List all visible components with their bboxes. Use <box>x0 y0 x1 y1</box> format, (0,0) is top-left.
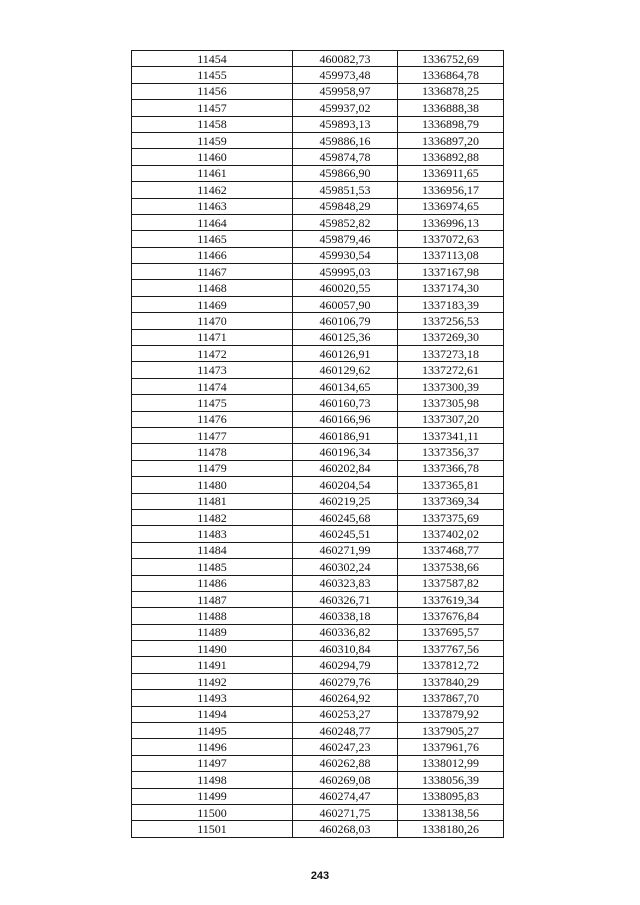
point-number-cell: 11488 <box>132 608 293 624</box>
y-coordinate-cell: 1337113,08 <box>398 247 504 263</box>
x-coordinate-cell: 460326,71 <box>293 591 398 607</box>
table-row <box>132 395 504 411</box>
point-number-cell: 11467 <box>132 264 293 280</box>
table-row <box>132 51 504 67</box>
table-row <box>132 198 504 214</box>
table-row <box>132 444 504 460</box>
x-coordinate-cell: 460020,55 <box>293 280 398 296</box>
point-number-cell: 11458 <box>132 116 293 132</box>
x-coordinate-cell: 460248,77 <box>293 723 398 739</box>
x-coordinate-cell: 459851,53 <box>293 182 398 198</box>
y-coordinate-cell: 1336878,25 <box>398 83 504 99</box>
point-number-cell: 11484 <box>132 542 293 558</box>
table-row <box>132 329 504 345</box>
y-coordinate-cell: 1336898,79 <box>398 116 504 132</box>
y-coordinate-cell: 1337402,02 <box>398 526 504 542</box>
x-coordinate-cell: 460253,27 <box>293 706 398 722</box>
x-coordinate-cell: 460271,99 <box>293 542 398 558</box>
y-coordinate-cell: 1338180,26 <box>398 821 504 837</box>
x-coordinate-cell: 460160,73 <box>293 395 398 411</box>
table-row <box>132 264 504 280</box>
y-coordinate-cell: 1337341,11 <box>398 427 504 443</box>
y-coordinate-cell: 1336892,88 <box>398 149 504 165</box>
table-row <box>132 755 504 771</box>
table-row <box>132 296 504 312</box>
y-coordinate-cell: 1337538,66 <box>398 559 504 575</box>
x-coordinate-cell: 460057,90 <box>293 296 398 312</box>
x-coordinate-cell: 460196,34 <box>293 444 398 460</box>
table-row <box>132 706 504 722</box>
table-row <box>132 804 504 820</box>
table-row <box>132 624 504 640</box>
table-row <box>132 231 504 247</box>
point-number-cell: 11462 <box>132 182 293 198</box>
x-coordinate-cell: 460336,82 <box>293 624 398 640</box>
point-number-cell: 11498 <box>132 772 293 788</box>
x-coordinate-cell: 459973,48 <box>293 67 398 83</box>
y-coordinate-cell: 1337300,39 <box>398 378 504 394</box>
table-row <box>132 460 504 476</box>
y-coordinate-cell: 1337369,34 <box>398 493 504 509</box>
table-row <box>132 83 504 99</box>
point-number-cell: 11482 <box>132 509 293 525</box>
y-coordinate-cell: 1337256,53 <box>398 313 504 329</box>
x-coordinate-cell: 460279,76 <box>293 673 398 689</box>
x-coordinate-cell: 460166,96 <box>293 411 398 427</box>
y-coordinate-cell: 1336996,13 <box>398 214 504 230</box>
table-row <box>132 132 504 148</box>
y-coordinate-cell: 1337273,18 <box>398 346 504 362</box>
point-number-cell: 11480 <box>132 477 293 493</box>
table-row <box>132 575 504 591</box>
point-number-cell: 11489 <box>132 624 293 640</box>
point-number-cell: 11454 <box>132 51 293 67</box>
table-row <box>132 346 504 362</box>
table-row <box>132 559 504 575</box>
point-number-cell: 11496 <box>132 739 293 755</box>
table-row <box>132 149 504 165</box>
point-number-cell: 11455 <box>132 67 293 83</box>
point-number-cell: 11500 <box>132 804 293 820</box>
x-coordinate-cell: 459893,13 <box>293 116 398 132</box>
coordinates-table-body <box>132 51 504 838</box>
point-number-cell: 11459 <box>132 132 293 148</box>
y-coordinate-cell: 1337587,82 <box>398 575 504 591</box>
table-row <box>132 526 504 542</box>
y-coordinate-cell: 1337468,77 <box>398 542 504 558</box>
point-number-cell: 11485 <box>132 559 293 575</box>
table-row <box>132 411 504 427</box>
y-coordinate-cell: 1337812,72 <box>398 657 504 673</box>
x-coordinate-cell: 460126,91 <box>293 346 398 362</box>
table-row <box>132 591 504 607</box>
table-row <box>132 182 504 198</box>
x-coordinate-cell: 460106,79 <box>293 313 398 329</box>
table-row <box>132 641 504 657</box>
y-coordinate-cell: 1336888,38 <box>398 100 504 116</box>
table-row <box>132 542 504 558</box>
table-row <box>132 509 504 525</box>
point-number-cell: 11493 <box>132 690 293 706</box>
x-coordinate-cell: 460245,51 <box>293 526 398 542</box>
y-coordinate-cell: 1338095,83 <box>398 788 504 804</box>
x-coordinate-cell: 460134,65 <box>293 378 398 394</box>
table-row <box>132 657 504 673</box>
x-coordinate-cell: 460204,54 <box>293 477 398 493</box>
point-number-cell: 11499 <box>132 788 293 804</box>
coordinates-table <box>131 50 504 838</box>
point-number-cell: 11494 <box>132 706 293 722</box>
table-row <box>132 247 504 263</box>
point-number-cell: 11490 <box>132 641 293 657</box>
y-coordinate-cell: 1337695,57 <box>398 624 504 640</box>
x-coordinate-cell: 459874,78 <box>293 149 398 165</box>
y-coordinate-cell: 1337269,30 <box>398 329 504 345</box>
table-row <box>132 690 504 706</box>
y-coordinate-cell: 1337365,81 <box>398 477 504 493</box>
y-coordinate-cell: 1336956,17 <box>398 182 504 198</box>
y-coordinate-cell: 1337619,34 <box>398 591 504 607</box>
y-coordinate-cell: 1337879,92 <box>398 706 504 722</box>
y-coordinate-cell: 1336897,20 <box>398 132 504 148</box>
y-coordinate-cell: 1338138,56 <box>398 804 504 820</box>
x-coordinate-cell: 460274,47 <box>293 788 398 804</box>
y-coordinate-cell: 1337183,39 <box>398 296 504 312</box>
table-row <box>132 477 504 493</box>
point-number-cell: 11478 <box>132 444 293 460</box>
x-coordinate-cell: 460268,03 <box>293 821 398 837</box>
point-number-cell: 11487 <box>132 591 293 607</box>
point-number-cell: 11486 <box>132 575 293 591</box>
y-coordinate-cell: 1337272,61 <box>398 362 504 378</box>
table-row <box>132 67 504 83</box>
table-row <box>132 100 504 116</box>
x-coordinate-cell: 459995,03 <box>293 264 398 280</box>
x-coordinate-cell: 460269,08 <box>293 772 398 788</box>
x-coordinate-cell: 460323,83 <box>293 575 398 591</box>
point-number-cell: 11469 <box>132 296 293 312</box>
point-number-cell: 11463 <box>132 198 293 214</box>
table-row <box>132 723 504 739</box>
y-coordinate-cell: 1337375,69 <box>398 509 504 525</box>
x-coordinate-cell: 460129,62 <box>293 362 398 378</box>
table-row <box>132 313 504 329</box>
x-coordinate-cell: 460294,79 <box>293 657 398 673</box>
point-number-cell: 11474 <box>132 378 293 394</box>
x-coordinate-cell: 460245,68 <box>293 509 398 525</box>
point-number-cell: 11471 <box>132 329 293 345</box>
x-coordinate-cell: 460219,25 <box>293 493 398 509</box>
x-coordinate-cell: 460271,75 <box>293 804 398 820</box>
point-number-cell: 11468 <box>132 280 293 296</box>
table-row <box>132 772 504 788</box>
x-coordinate-cell: 459848,29 <box>293 198 398 214</box>
point-number-cell: 11492 <box>132 673 293 689</box>
point-number-cell: 11495 <box>132 723 293 739</box>
x-coordinate-cell: 459866,90 <box>293 165 398 181</box>
point-number-cell: 11483 <box>132 526 293 542</box>
x-coordinate-cell: 460202,84 <box>293 460 398 476</box>
y-coordinate-cell: 1338012,99 <box>398 755 504 771</box>
y-coordinate-cell: 1337366,78 <box>398 460 504 476</box>
x-coordinate-cell: 460262,88 <box>293 755 398 771</box>
point-number-cell: 11477 <box>132 427 293 443</box>
point-number-cell: 11470 <box>132 313 293 329</box>
point-number-cell: 11465 <box>132 231 293 247</box>
y-coordinate-cell: 1337905,27 <box>398 723 504 739</box>
y-coordinate-cell: 1337174,30 <box>398 280 504 296</box>
table-row <box>132 788 504 804</box>
y-coordinate-cell: 1337072,63 <box>398 231 504 247</box>
point-number-cell: 11472 <box>132 346 293 362</box>
x-coordinate-cell: 459930,54 <box>293 247 398 263</box>
x-coordinate-cell: 459879,46 <box>293 231 398 247</box>
y-coordinate-cell: 1337767,56 <box>398 641 504 657</box>
x-coordinate-cell: 459958,97 <box>293 83 398 99</box>
x-coordinate-cell: 459852,82 <box>293 214 398 230</box>
y-coordinate-cell: 1337676,84 <box>398 608 504 624</box>
point-number-cell: 11476 <box>132 411 293 427</box>
page-number: 243 <box>310 870 330 882</box>
table-row <box>132 378 504 394</box>
table-row <box>132 739 504 755</box>
point-number-cell: 11479 <box>132 460 293 476</box>
point-number-cell: 11457 <box>132 100 293 116</box>
y-coordinate-cell: 1336752,69 <box>398 51 504 67</box>
point-number-cell: 11464 <box>132 214 293 230</box>
table-row <box>132 427 504 443</box>
table-row <box>132 608 504 624</box>
x-coordinate-cell: 460125,36 <box>293 329 398 345</box>
x-coordinate-cell: 460082,73 <box>293 51 398 67</box>
table-row <box>132 821 504 837</box>
y-coordinate-cell: 1337356,37 <box>398 444 504 460</box>
point-number-cell: 11481 <box>132 493 293 509</box>
point-number-cell: 11491 <box>132 657 293 673</box>
y-coordinate-cell: 1338056,39 <box>398 772 504 788</box>
table-row <box>132 280 504 296</box>
table-row <box>132 214 504 230</box>
point-number-cell: 11466 <box>132 247 293 263</box>
y-coordinate-cell: 1337305,98 <box>398 395 504 411</box>
point-number-cell: 11475 <box>132 395 293 411</box>
y-coordinate-cell: 1337840,29 <box>398 673 504 689</box>
point-number-cell: 11497 <box>132 755 293 771</box>
y-coordinate-cell: 1336864,78 <box>398 67 504 83</box>
x-coordinate-cell: 460264,92 <box>293 690 398 706</box>
y-coordinate-cell: 1337961,76 <box>398 739 504 755</box>
x-coordinate-cell: 459937,02 <box>293 100 398 116</box>
table-row <box>132 116 504 132</box>
x-coordinate-cell: 460247,23 <box>293 739 398 755</box>
point-number-cell: 11461 <box>132 165 293 181</box>
table-row <box>132 362 504 378</box>
x-coordinate-cell: 460338,18 <box>293 608 398 624</box>
point-number-cell: 11460 <box>132 149 293 165</box>
table-row <box>132 165 504 181</box>
x-coordinate-cell: 460186,91 <box>293 427 398 443</box>
y-coordinate-cell: 1336911,65 <box>398 165 504 181</box>
y-coordinate-cell: 1337307,20 <box>398 411 504 427</box>
y-coordinate-cell: 1337167,98 <box>398 264 504 280</box>
point-number-cell: 11473 <box>132 362 293 378</box>
x-coordinate-cell: 460302,24 <box>293 559 398 575</box>
x-coordinate-cell: 460310,84 <box>293 641 398 657</box>
y-coordinate-cell: 1336974,65 <box>398 198 504 214</box>
point-number-cell: 11501 <box>132 821 293 837</box>
table-row <box>132 493 504 509</box>
x-coordinate-cell: 459886,16 <box>293 132 398 148</box>
y-coordinate-cell: 1337867,70 <box>398 690 504 706</box>
point-number-cell: 11456 <box>132 83 293 99</box>
table-row <box>132 673 504 689</box>
